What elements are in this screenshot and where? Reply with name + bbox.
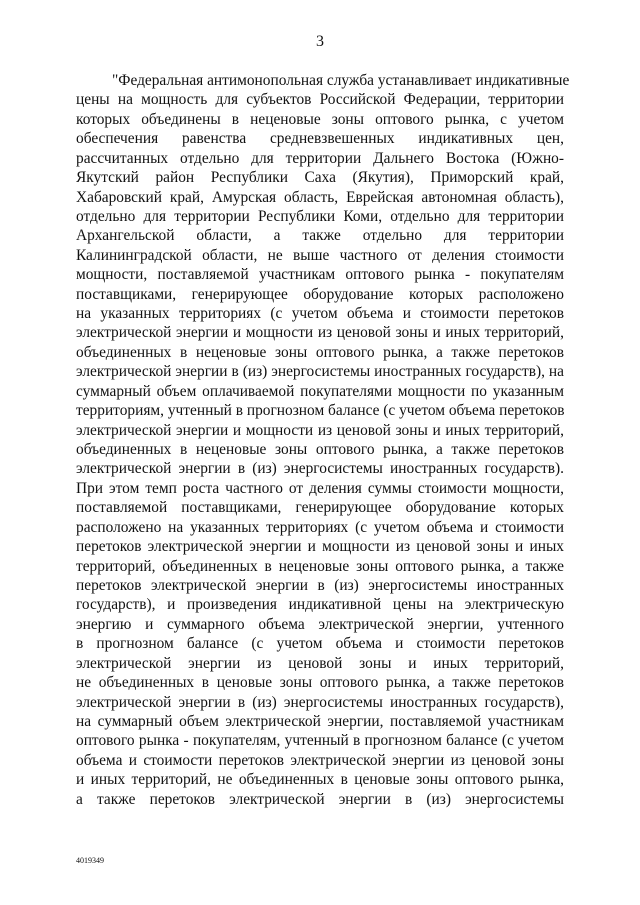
- text-line: обеспечения равенства средневзвешенных индикативных цен,: [76, 130, 564, 148]
- text-line: на суммарный объем электрической энергии, поставляемой участникам: [76, 712, 564, 730]
- text-line: Архангельской области, а также отдельно для территории: [76, 227, 564, 245]
- text-line: и иных территорий, не объединенных в ценовые зоны оптового рынка,: [76, 771, 564, 789]
- text-line: "Федеральная антимонопольная служба устанавливает индикативные: [112, 72, 570, 89]
- text-line: цены на мощность для субъектов Российской Федерации, территории: [76, 91, 564, 109]
- text-line: электрической энергии и мощности из ценовой зоны и иных территорий,: [76, 421, 564, 439]
- text-line: объема и стоимости перетоков электрической энергии из ценовой зоны: [76, 751, 564, 769]
- text-line: расположено на указанных территориях (с учетом объема и стоимости: [76, 518, 564, 536]
- text-line: а также перетоков электрической энергии в (из) энергосистемы: [76, 790, 564, 808]
- text-line: государств), и произведения индикативной цены на электрическую: [76, 596, 564, 614]
- text-line: поставляемой поставщиками, генерирующее оборудование которых: [76, 499, 564, 517]
- text-line: оптового рынка - покупателям, учтенный в прогнозном балансе (с учетом: [76, 732, 564, 750]
- text-line: которых объединены в неценовые зоны оптового рынка, с учетом: [76, 110, 564, 128]
- text-line: в прогнозном балансе (с учетом объема и стоимости перетоков: [76, 635, 564, 653]
- text-line: мощности, поставляемой участникам оптового рынка - покупателям: [76, 266, 564, 284]
- page-number: 3: [316, 33, 324, 50]
- text-line: поставщиками, генерирующее оборудование которых расположено: [76, 285, 564, 303]
- text-line: Калининградской области, не выше частного от деления стоимости: [76, 246, 564, 264]
- text-line: Хабаровский край, Амурская область, Еврейская автономная область),: [76, 188, 564, 206]
- text-line: электрической энергии в (из) энергосистемы иностранных государств), на: [76, 363, 564, 381]
- text-line: При этом темп роста частного от деления суммы стоимости мощности,: [76, 479, 564, 497]
- text-line: территориям, учтенный в прогнозном балансе (с учетом объема перетоков: [76, 402, 565, 420]
- text-line: на указанных территориях (с учетом объема и стоимости перетоков: [76, 305, 564, 323]
- text-line: электрической энергии из ценовой зоны и иных территорий,: [76, 654, 564, 672]
- text-line: перетоков электрической энергии и мощности из ценовой зоны и иных: [76, 538, 564, 556]
- text-line: отдельно для территории Республики Коми, отдельно для территории: [76, 207, 564, 225]
- text-line: рассчитанных отдельно для территории Дальнего Востока (Южно-: [76, 149, 564, 167]
- text-line: электрической энергии в (из) энергосистемы иностранных государств),: [76, 693, 564, 711]
- body-text: [76, 71, 570, 809]
- text-line: объединенных в неценовые зоны оптового рынка, а также перетоков: [76, 343, 564, 361]
- text-line: электрической энергии в (из) энергосистемы иностранных государств).: [76, 460, 564, 478]
- text-line: не объединенных в ценовые зоны оптового рынка, а также перетоков: [76, 674, 564, 692]
- text-line: территорий, объединенных в неценовые зоны оптового рынка, а также: [76, 557, 564, 575]
- document-code: 4019349: [76, 856, 104, 865]
- text-line: суммарный объем оплачиваемой покупателями мощности по указанным: [76, 382, 564, 400]
- text-line: перетоков электрической энергии в (из) энергосистемы иностранных: [76, 576, 564, 594]
- text-line: электрической энергии и мощности из ценовой зоны и иных территорий,: [76, 324, 564, 342]
- text-line: Якутский район Республики Саха (Якутия), Приморский край,: [76, 169, 564, 187]
- text-line: объединенных в неценовые зоны оптового рынка, а также перетоков: [76, 441, 564, 459]
- text-line: энергию и суммарного объема электрической энергии, учтенного: [76, 615, 564, 633]
